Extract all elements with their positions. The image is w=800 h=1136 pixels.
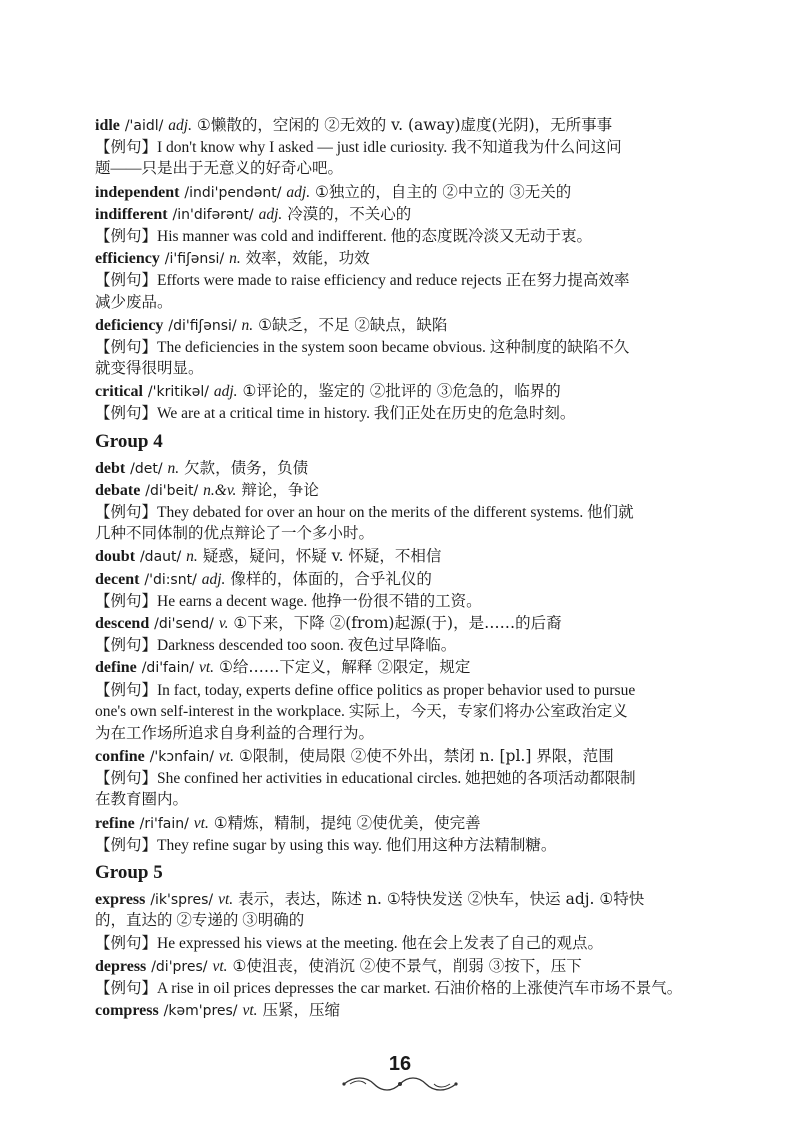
example-label: 【例句】: [95, 769, 158, 788]
part-of-speech: vt.: [199, 659, 215, 677]
definition: ①独立的，自主的 ②中立的 ③无关的: [315, 182, 572, 201]
example-text: Darkness descended too soon. 夜色过早降临。: [157, 637, 457, 655]
vocab-entry: [95, 314, 715, 336]
vocab-entry: [95, 612, 715, 634]
example-sentence: [95, 336, 715, 358]
phonetic: /ik'spres/: [150, 892, 214, 908]
phonetic: /daut/: [139, 549, 182, 566]
vocab-entry: [95, 812, 715, 834]
phonetic: /indi'pendənt/: [184, 184, 282, 201]
vocab-entry: [95, 955, 715, 977]
example-sentence: [95, 402, 715, 424]
definition: 像样的，体面的，合乎礼仪的: [230, 569, 432, 588]
example-text: We are at a critical time in history. 我们正处在历史的危急时刻。: [157, 405, 576, 423]
headword: depress: [95, 957, 147, 975]
part-of-speech: adj.: [258, 205, 283, 223]
part-of-speech: vt.: [218, 891, 234, 908]
phonetic: /i'fiʃənsi/: [164, 251, 225, 268]
vocab-entry: [95, 247, 715, 269]
phonetic: /in'difərənt/: [172, 206, 254, 223]
page-number: 16: [388, 1053, 412, 1075]
example-label: 【例句】: [95, 337, 158, 356]
example-label: 【例句】: [95, 503, 158, 521]
part-of-speech: n.: [229, 250, 241, 268]
example-sentence: [95, 977, 715, 999]
headword: indifferent: [95, 205, 168, 223]
example-label: 【例句】: [95, 226, 158, 245]
phonetic: /kəm'pres/: [163, 1002, 238, 1019]
phonetic: /'aidl/: [124, 118, 164, 134]
vocab-entry: [95, 999, 715, 1021]
phonetic: /'kɔnfain/: [149, 749, 214, 766]
headword: express: [95, 891, 146, 908]
example-sentence: [95, 634, 715, 656]
example-text: He expressed his views at the meeting. 他在会上发表了自己的观点。: [157, 935, 604, 953]
definition: ①限制，使局限 ②使不外出，禁闭 n. [pl.] 界限，范围: [238, 747, 614, 766]
example-sentence: [95, 767, 715, 789]
example-label: 【例句】: [95, 636, 158, 655]
example-label: 【例句】: [95, 138, 158, 157]
example-text: They debated for over an hour on the merits of the different systems. 他们就: [157, 504, 634, 521]
vocab-entry: [95, 181, 715, 203]
headword: debt: [95, 459, 126, 477]
definition: 冷漠的，不关心的: [287, 204, 412, 223]
example-text: His manner was cold and indifferent. 他的态度既冷淡又无动于衷。: [157, 227, 592, 245]
example-text: The deficiencies in the system soon became obvious. 这种制度的缺陷不久: [157, 338, 630, 356]
example-sentence: [95, 679, 715, 701]
headword: doubt: [95, 548, 136, 566]
phonetic: /di'pres/: [151, 958, 208, 975]
definition: 疑惑，疑问，怀疑 v. 怀疑，不相信: [202, 547, 442, 566]
definition: ①评论的，鉴定的 ②批评的 ③危急的，临界的: [242, 382, 561, 401]
headword: deficiency: [95, 316, 164, 334]
part-of-speech: adj.: [213, 383, 238, 401]
part-of-speech: adj.: [168, 117, 192, 134]
definition: ①懒散的，空闲的 ②无效的 v. (away)虚度(光阴)，无所事事: [196, 116, 613, 134]
headword: independent: [95, 183, 180, 201]
headword: critical: [95, 383, 143, 401]
continuation-line: 的，直达的 ②专递的 ③明确的: [95, 912, 305, 930]
vocab-entry: [95, 380, 715, 402]
example-sentence: [95, 834, 715, 856]
definition: 压紧，压缩: [262, 1000, 340, 1019]
part-of-speech: vt.: [242, 1001, 258, 1019]
example-label: 【例句】: [95, 978, 158, 997]
example-text: I don't know why I asked — just idle curiosity. 我不知道我为什么问这问: [157, 139, 622, 157]
part-of-speech: vt.: [193, 814, 209, 832]
group-heading: Group 5: [95, 862, 163, 883]
headword: define: [95, 659, 137, 677]
part-of-speech: vt.: [218, 748, 234, 766]
definition: ①使沮丧，使消沉 ②使不景气，削弱 ③按下，压下: [232, 956, 582, 975]
example-sentence: [95, 225, 715, 247]
phonetic: /di'fain/: [141, 660, 195, 677]
vocab-entry: [95, 479, 715, 501]
continuation-line: one's own self-interest in the workplace. 实际上，今天，专家们将办公室政治定义: [95, 702, 628, 720]
continuation-line: 在教育圈内。: [95, 791, 189, 809]
continuation-line: 为在工作场所追求自身利益的合理行为。: [95, 724, 375, 742]
page-body: [95, 114, 715, 1021]
phonetic: /di'send/: [154, 615, 214, 632]
example-text: She confined her activities in educational circles. 她把她的各项活动都限制: [157, 770, 636, 788]
example-text: He earns a decent wage. 他挣一份很不错的工资。: [157, 592, 482, 610]
definition: ①下来，下降 ②(from)起源(于)，是……的后裔: [233, 613, 562, 632]
definition: 欠款，债务，负债: [184, 458, 309, 477]
definition: 表示，表达，陈述 n. ①特快发送 ②快车，快运 adj. ①特快: [238, 890, 645, 908]
group-heading: Group 4: [95, 430, 163, 452]
example-text: Efforts were made to raise efficiency and reduce rejects 正在努力提高效率: [157, 272, 630, 290]
headword: confine: [95, 748, 145, 766]
part-of-speech: vt.: [212, 957, 228, 975]
example-label: 【例句】: [95, 404, 158, 423]
ornament-flourish-icon: [340, 1075, 460, 1093]
headword: efficiency: [95, 250, 160, 268]
definition: 效率，效能，功效: [245, 249, 370, 268]
phonetic: /ri'fain/: [139, 815, 189, 832]
part-of-speech: n.&v.: [203, 481, 237, 499]
example-text: A rise in oil prices depresses the car market. 石油价格的上涨使汽车市场不景气。: [157, 979, 683, 997]
vocab-entry: [95, 545, 715, 567]
continuation-line: 几种不同体制的优点辩论了一个多小时。: [95, 525, 375, 543]
example-label: 【例句】: [95, 591, 158, 610]
vocab-entry: [95, 745, 715, 767]
headword: refine: [95, 814, 135, 832]
example-label: 【例句】: [95, 680, 158, 699]
example-label: 【例句】: [95, 271, 158, 290]
part-of-speech: adj.: [286, 183, 311, 201]
vocab-entry: [95, 114, 715, 136]
headword: descend: [95, 614, 150, 632]
vocab-entry: [95, 457, 715, 479]
part-of-speech: v.: [218, 614, 229, 632]
vocab-entry: [95, 568, 715, 590]
headword: decent: [95, 570, 140, 588]
example-label: 【例句】: [95, 934, 158, 953]
vocab-entry: [95, 656, 715, 678]
part-of-speech: n.: [186, 548, 198, 566]
continuation-line: 减少废品。: [95, 293, 173, 311]
example-label: 【例句】: [95, 835, 158, 854]
phonetic: /det/: [130, 460, 163, 477]
example-sentence: [95, 501, 715, 523]
page-footer: [0, 1053, 800, 1093]
vocab-entry: [95, 888, 715, 910]
definition: ①缺乏，不足 ②缺点，缺陷: [258, 315, 448, 334]
part-of-speech: n.: [241, 316, 254, 334]
vocab-entry: [95, 203, 715, 225]
continuation-line: 就变得很明显。: [95, 360, 204, 378]
continuation-line: 题——只是出于无意义的好奇心吧。: [95, 160, 344, 178]
definition: ①给……下定义，解释 ②限定，规定: [219, 658, 471, 677]
headword: idle: [95, 117, 120, 134]
example-text: In fact, today, experts define office politics as proper behavior used to pursue: [157, 681, 636, 699]
phonetic: /di'fiʃənsi/: [168, 317, 237, 334]
part-of-speech: adj.: [201, 570, 226, 588]
example-text: They refine sugar by using this way. 他们用这种方法精制糖。: [157, 836, 557, 854]
example-sentence: [95, 590, 715, 612]
example-sentence: [95, 932, 715, 954]
phonetic: /'di:snt/: [144, 571, 197, 588]
example-sentence: [95, 269, 715, 291]
example-sentence: [95, 136, 715, 158]
definition: ①精炼，精制，提纯 ②使优美，使完善: [213, 813, 481, 832]
part-of-speech: n.: [167, 459, 180, 477]
headword: debate: [95, 481, 141, 499]
phonetic: /'kritikəl/: [147, 384, 209, 401]
phonetic: /di'beit/: [145, 482, 199, 499]
definition: 辩论，争论: [241, 480, 319, 499]
headword: compress: [95, 1001, 159, 1019]
